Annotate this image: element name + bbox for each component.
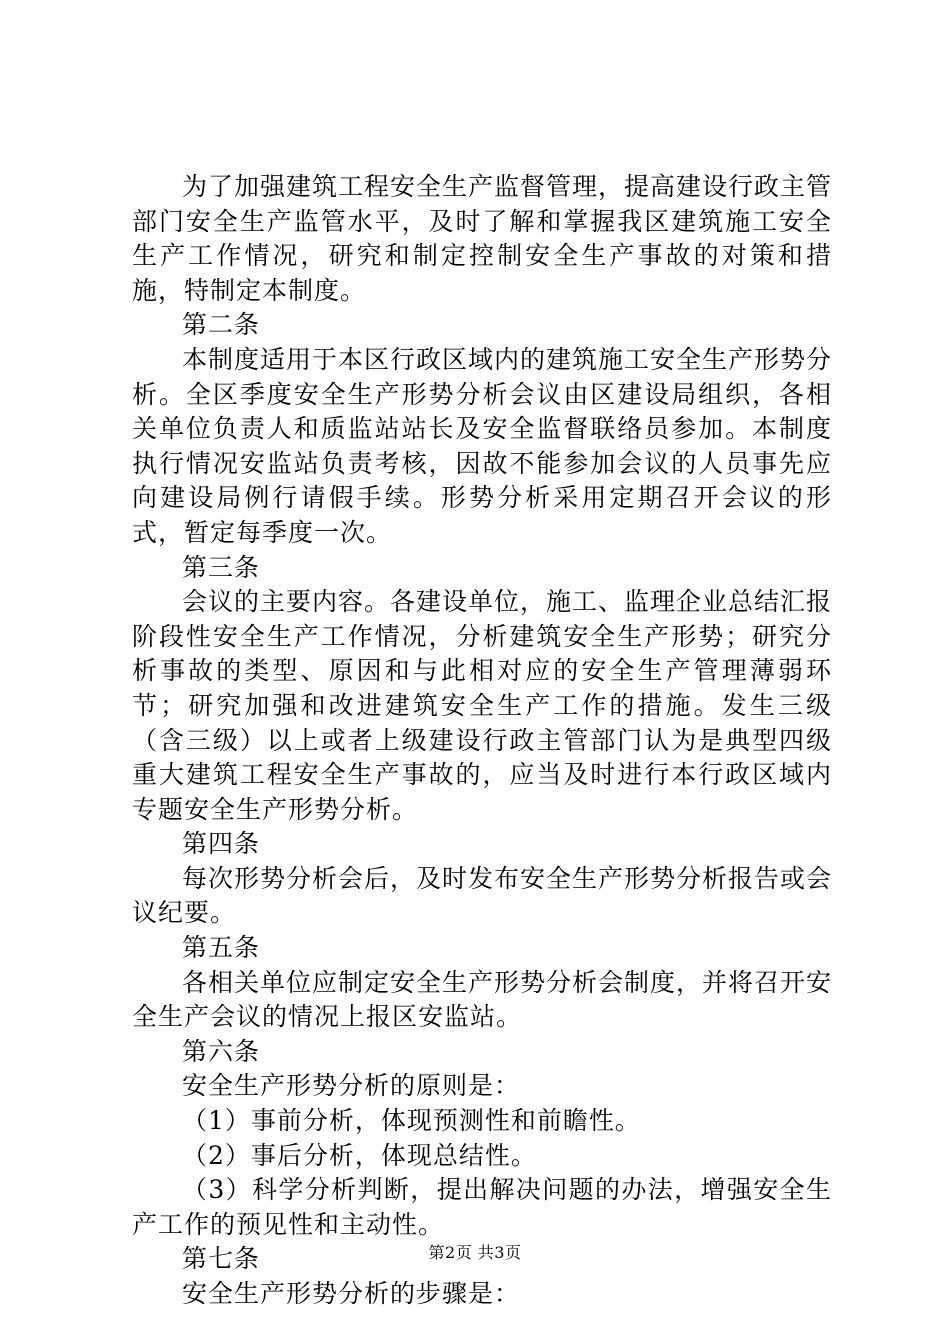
paragraph-article-3: 会议的主要内容。各建设单位，施工、监理企业总结汇报阶段性安全生产工作情况，分析建筑安全生产形势；研究分析事故的类型、原因和与此相对应的安全生产管理薄弱环节；研究加强和改进建筑安全生产工作的措施。发生三级（含三级）以上或者上级建设行政主管部门认为是典型四级重大建筑工程安全生产事故的，应当及时进行本行政区域内专题安全生产形势分析。	[132, 587, 833, 824]
page-number-footer: 第2页 共3页	[428, 1243, 522, 1262]
article-heading-5: 第五条	[182, 933, 261, 963]
paragraph-article-7: 安全生产形势分析的步骤是：	[182, 1279, 521, 1308]
paragraph-article-4: 每次形势分析会后，及时发布安全生产形势分析报告或会议纪要。	[132, 863, 833, 928]
paragraph-article-5: 各相关单位应制定安全生产形势分析会制度，并将召开安全生产会议的情况上报区安监站。	[132, 967, 833, 1032]
article-heading-4: 第四条	[182, 829, 261, 859]
article-heading-2: 第二条	[182, 310, 261, 340]
article-heading-3: 第三条	[182, 552, 261, 582]
paragraph-article-2: 本制度适用于本区行政区域内的建筑施工安全生产形势分析。全区季度安全生产形势分析会议由区建设局组织，各相关单位负责人和质监站站长及安全监督联络员参加。本制度执行情况安监站负责考核，因故不能参加会议的人员事先应向建设局例行请假手续。形势分析采用定期召开会议的形式，暂定每季度一次。	[132, 344, 833, 547]
principle-item-2: （2）事后分析，体现总结性。	[182, 1140, 537, 1170]
principle-item-1: （1）事前分析，体现预测性和前瞻性。	[182, 1106, 641, 1136]
article-heading-6: 第六条	[182, 1036, 261, 1066]
paragraph-article-6: 安全生产形势分析的原则是：	[182, 1071, 521, 1101]
document-body	[132, 170, 832, 1312]
article-heading-7: 第七条	[182, 1244, 261, 1274]
principle-item-3: （3）科学分析判断，提出解决问题的办法，增强安全生产工作的预见性和主动性。	[132, 1175, 832, 1239]
paragraph-intro: 为了加强建筑工程安全生产监督管理，提高建设行政主管部门安全生产监管水平，及时了解和掌握我区建筑施工安全生产工作情况，研究和制定控制安全生产事故的对策和措施，特制定本制度。	[132, 172, 833, 305]
